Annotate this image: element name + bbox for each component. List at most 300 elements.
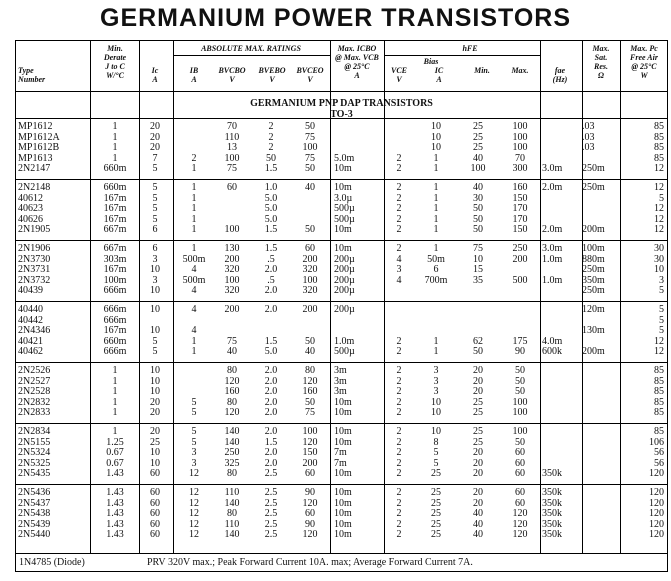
table-cell: 2 xyxy=(396,396,402,408)
table-cell: 2 xyxy=(396,346,402,358)
table-cell: 500m xyxy=(182,253,206,265)
table-cell: 2 xyxy=(396,508,402,520)
table-cell: 2 xyxy=(191,152,197,164)
table-cell: 5.0m xyxy=(334,152,355,164)
header-pc-l4: W xyxy=(640,71,648,80)
table-cell: 110 xyxy=(224,487,240,498)
table-cell: 2 xyxy=(396,203,402,215)
table-cell: 1 xyxy=(433,213,439,225)
table-cell: 10 xyxy=(150,457,160,469)
table-cell: 30 xyxy=(654,243,664,254)
table-cell: 200µ xyxy=(334,304,355,315)
table-cell: 1.5 xyxy=(264,243,278,254)
header-ic xyxy=(140,66,170,84)
table-cell: 10m xyxy=(334,396,352,408)
table-cell: 200µ xyxy=(334,285,355,297)
table-cell: 70 xyxy=(227,121,237,132)
table-cell: 500m xyxy=(182,274,206,286)
table-cell: 1 xyxy=(191,335,197,347)
table-cell: 1.43 xyxy=(106,508,124,520)
table-cell: 500µ xyxy=(334,213,355,225)
table-cell: 350k xyxy=(542,529,562,541)
table-cell: 140 xyxy=(224,426,240,437)
table-cell: 350k xyxy=(542,508,562,520)
column-divider xyxy=(620,40,621,553)
table-cell: 4.0m xyxy=(542,335,563,347)
table-cell: 1.43 xyxy=(106,468,124,480)
table-cell: 60 xyxy=(515,447,525,459)
table-cell: 85 xyxy=(654,152,664,164)
table-cell: 10 xyxy=(473,253,483,265)
table-cell: 2.0 xyxy=(264,396,278,408)
part-number: MP1612 xyxy=(18,121,53,132)
table-cell: 100 xyxy=(512,426,528,437)
table-cell: 13 xyxy=(227,142,237,154)
table-cell: 10 xyxy=(150,304,160,315)
table-cell: 5 xyxy=(659,325,664,337)
table-cell: 1 xyxy=(112,396,118,408)
table-cell: 80 xyxy=(227,365,237,376)
table-cell: 100 xyxy=(512,121,528,132)
table-cell: 10 xyxy=(431,142,441,154)
table-cell: 10m xyxy=(334,487,352,498)
table-cell: 2 xyxy=(268,131,274,143)
table-cell: 56 xyxy=(654,447,664,459)
table-cell: 20 xyxy=(473,375,483,387)
table-cell: 880m xyxy=(582,253,605,265)
table-cell: 10m xyxy=(334,182,352,193)
header-ic-bias-label: IC xyxy=(434,66,444,75)
table-cell: 4 xyxy=(191,264,197,276)
table-cell: 40 xyxy=(473,529,483,541)
header-fae xyxy=(540,66,580,84)
table-cell: 2.0 xyxy=(264,447,278,459)
table-cell: 200 xyxy=(302,304,318,315)
table-cell: 25 xyxy=(473,396,483,408)
table-cell: 60 xyxy=(515,487,525,498)
group-divider xyxy=(15,301,668,302)
table-cell: 2.0m xyxy=(542,182,563,193)
table-cell: 100 xyxy=(512,131,528,143)
table-cell: 40 xyxy=(473,518,483,530)
table-cell: 350k xyxy=(542,518,562,530)
table-cell: 60 xyxy=(150,518,160,530)
header-icbo-l2: @ Max. VCB xyxy=(335,53,379,62)
header-vce-unit: V xyxy=(396,75,402,84)
table-cell: 200 xyxy=(302,457,318,469)
table-cell: 12 xyxy=(654,335,664,347)
table-cell: 1 xyxy=(191,203,197,215)
table-cell: 100 xyxy=(224,274,240,286)
part-number: 2N2834 xyxy=(18,426,51,437)
table-cell: 1.0m xyxy=(334,335,355,347)
table-cell: 10 xyxy=(431,131,441,143)
page-title: GERMANIUM POWER TRANSISTORS xyxy=(100,4,571,32)
table-cell: 200m xyxy=(582,346,605,358)
table-cell: 3m xyxy=(334,386,347,398)
table-cell: 0.67 xyxy=(106,457,124,469)
table-cell: 150 xyxy=(302,447,318,459)
header-ib-label: IB xyxy=(189,66,199,75)
table-cell: 60 xyxy=(150,468,160,480)
part-number: 2N1905 xyxy=(18,224,51,236)
header-sat: Max. Sat. Res. Ω xyxy=(592,44,610,80)
part-number: 2N4346 xyxy=(18,325,51,337)
table-cell: 250m xyxy=(582,163,605,175)
part-number: 2N5438 xyxy=(18,508,51,520)
table-cell: 60 xyxy=(515,497,525,509)
group-divider xyxy=(15,362,668,363)
table-cell: 100m xyxy=(582,243,605,254)
table-cell: 350k xyxy=(542,468,562,480)
table-cell: 3m xyxy=(334,375,347,387)
header-ic-unit: A xyxy=(152,75,158,84)
table-cell: 5 xyxy=(152,335,158,347)
part-number: 2N5436 xyxy=(18,487,51,498)
table-cell: 170 xyxy=(512,203,528,215)
part-number: 40440 xyxy=(18,304,43,315)
table-cell: 50 xyxy=(305,224,315,236)
table-cell: 2 xyxy=(396,365,402,376)
table-cell: 2.5 xyxy=(264,508,278,520)
table-cell: 50 xyxy=(473,224,483,236)
header-pc-l3: @ 25°C xyxy=(631,62,657,71)
table-cell: 20 xyxy=(473,487,483,498)
table-cell: 666m xyxy=(103,314,127,326)
header-ib xyxy=(176,66,212,84)
table-cell: 250 xyxy=(512,243,528,254)
table-cell: 1 xyxy=(433,203,439,215)
table-cell: 320 xyxy=(302,264,318,276)
table-cell: 150 xyxy=(512,224,528,236)
table-cell: 10m xyxy=(334,529,352,541)
table-cell: 3 xyxy=(659,274,664,286)
table-cell: 25 xyxy=(473,436,483,448)
table-cell: 106 xyxy=(649,436,664,448)
table-cell: 20 xyxy=(473,497,483,509)
table-cell: 100m xyxy=(103,274,127,286)
column-divider xyxy=(173,40,174,553)
header-fae-label: fae xyxy=(554,66,566,75)
table-cell: 8 xyxy=(433,436,439,448)
table-cell: 25 xyxy=(431,529,441,541)
section-package: TO-3 xyxy=(330,109,353,120)
table-cell: 2 xyxy=(396,529,402,541)
table-cell: 200µ xyxy=(334,274,355,286)
table-cell: 2.5 xyxy=(264,529,278,541)
table-cell: 50 xyxy=(305,335,315,347)
table-cell: 3 xyxy=(433,365,439,376)
header-fae-unit: (Hz) xyxy=(552,75,568,84)
table-cell: 85 xyxy=(654,407,664,419)
table-cell: 110 xyxy=(224,518,240,530)
table-cell: 120 xyxy=(649,497,664,509)
table-cell: 60 xyxy=(515,468,525,480)
table-cell: 50 xyxy=(305,396,315,408)
table-cell: 85 xyxy=(654,386,664,398)
table-cell: 10 xyxy=(150,447,160,459)
footer-row xyxy=(15,553,668,572)
table-cell: 20 xyxy=(150,121,160,132)
table-cell: 60 xyxy=(150,529,160,541)
table-cell: 2 xyxy=(396,213,402,225)
table-cell: 2 xyxy=(396,426,402,437)
table-cell: 80 xyxy=(227,508,237,520)
table-cell: 25 xyxy=(431,508,441,520)
table-cell: 0.67 xyxy=(106,447,124,459)
table-cell: 175 xyxy=(512,335,528,347)
table-cell: 10m xyxy=(334,436,352,448)
table-cell: 20 xyxy=(150,407,160,419)
table-cell: 50 xyxy=(515,436,525,448)
table-cell: 120 xyxy=(512,529,528,541)
table-cell: 3.0µ xyxy=(334,192,353,204)
table-cell: 1 xyxy=(112,142,118,154)
footer-note: PRV 320V max.; Peak Forward Current 10A. max; Average Forward Current 7A. xyxy=(147,557,473,568)
header-bvceo xyxy=(290,66,330,84)
table-cell: 250m xyxy=(582,182,605,193)
table-cell: 5 xyxy=(152,163,158,175)
table-cell: .5 xyxy=(267,274,275,286)
table-cell: 120 xyxy=(512,508,528,520)
part-number: 40442 xyxy=(18,314,43,326)
table-cell: 40 xyxy=(473,508,483,520)
table-cell: 1.5 xyxy=(264,436,278,448)
table-cell: 1 xyxy=(433,152,439,164)
table-cell: 50 xyxy=(515,375,525,387)
header-icbo-l3: @ 25°C xyxy=(344,62,370,71)
table-cell: 12 xyxy=(654,182,664,193)
header-pc-l1: Max. Pc xyxy=(630,44,658,53)
header-min: Min. xyxy=(474,66,490,75)
table-cell: 100 xyxy=(224,224,240,236)
table-cell: 90 xyxy=(515,346,525,358)
table-cell: 10 xyxy=(431,426,441,437)
column-divider xyxy=(384,40,385,553)
table-cell: 130m xyxy=(582,325,605,337)
table-cell: 50 xyxy=(473,203,483,215)
table-cell: 1 xyxy=(191,346,197,358)
part-number: 2N2832 xyxy=(18,396,51,408)
table-cell: 30 xyxy=(654,253,664,265)
table-cell: 90 xyxy=(305,518,315,530)
table-cell: 200µ xyxy=(334,264,355,276)
table-cell: 600k xyxy=(542,346,562,358)
table-cell: 2.0 xyxy=(264,304,278,315)
table-cell: 2.0m xyxy=(542,224,563,236)
part-number: 40462 xyxy=(18,346,43,358)
table-cell: 100 xyxy=(302,426,318,437)
table-cell: 2.0 xyxy=(264,375,278,387)
table-cell: 12 xyxy=(654,224,664,236)
table-cell: 10m xyxy=(334,508,352,520)
table-cell: 1.43 xyxy=(106,497,124,509)
table-cell: 60 xyxy=(150,487,160,498)
table-cell: 2 xyxy=(396,487,402,498)
table-cell: 350k xyxy=(542,497,562,509)
table-cell: 80 xyxy=(227,396,237,408)
part-number: 40439 xyxy=(18,285,43,297)
header-ic-label: Ic xyxy=(151,66,159,75)
table-cell: .03 xyxy=(582,131,595,143)
table-cell: 5 xyxy=(659,304,664,315)
header-abs-group: ABSOLUTE MAX. RATINGS xyxy=(201,44,301,53)
table-cell: .03 xyxy=(582,142,595,154)
table-cell: 500µ xyxy=(334,346,355,358)
table-cell: 200 xyxy=(224,304,240,315)
bias-header-divider xyxy=(384,55,540,56)
table-cell: 660m xyxy=(103,182,127,193)
header-vce-label: VCE xyxy=(390,66,407,75)
table-cell: 60 xyxy=(305,243,315,254)
part-number: 2N2833 xyxy=(18,407,51,419)
table-cell: 250m xyxy=(582,285,605,297)
table-cell: 100 xyxy=(512,142,528,154)
table-cell: 1 xyxy=(191,163,197,175)
table-cell: 3 xyxy=(433,375,439,387)
table-cell: 10 xyxy=(150,264,160,276)
table-cell: 50 xyxy=(473,346,483,358)
table-cell: 120 xyxy=(302,436,318,448)
table-cell: 50 xyxy=(305,163,315,175)
table-cell: 2.0 xyxy=(264,407,278,419)
table-cell: 85 xyxy=(654,426,664,437)
table-cell: 700m xyxy=(424,274,448,286)
table-cell: 40 xyxy=(473,182,483,193)
table-cell: 167m xyxy=(103,203,127,215)
part-number: 2N3731 xyxy=(18,264,51,276)
table-cell: .03 xyxy=(582,121,595,132)
header-max: Max. xyxy=(511,66,529,75)
table-cell: 1.43 xyxy=(106,529,124,541)
part-number: 2N5155 xyxy=(18,436,51,448)
table-cell: 1 xyxy=(112,407,118,419)
table-cell: 120 xyxy=(302,497,318,509)
table-cell: 1.5 xyxy=(264,224,278,236)
table-cell: 85 xyxy=(654,375,664,387)
table-cell: 1.25 xyxy=(106,436,124,448)
part-number: 2N5437 xyxy=(18,497,51,509)
table-cell: 4 xyxy=(191,304,197,315)
part-number: 2N2147 xyxy=(18,163,51,175)
table-cell: 120 xyxy=(302,375,318,387)
header-derate: Min. Derate J to C W/°C xyxy=(103,44,127,80)
table-cell: 85 xyxy=(654,131,664,143)
table-cell: 1.5 xyxy=(264,335,278,347)
table-cell: 20 xyxy=(150,426,160,437)
table-cell: 3 xyxy=(152,253,158,265)
table-cell: 75 xyxy=(305,407,315,419)
table-cell: 80 xyxy=(305,365,315,376)
table-cell: 12 xyxy=(189,468,199,480)
table-cell: 250 xyxy=(224,447,240,459)
table-cell: 160 xyxy=(224,386,240,398)
table-cell: 12 xyxy=(654,203,664,215)
table-cell: 5 xyxy=(191,436,197,448)
table-cell: 130 xyxy=(224,243,240,254)
table-cell: 1 xyxy=(112,426,118,437)
table-cell: 2 xyxy=(396,182,402,193)
table-cell: 20 xyxy=(473,386,483,398)
table-cell: 1 xyxy=(433,224,439,236)
table-cell: 1 xyxy=(191,224,197,236)
table-cell: 20 xyxy=(150,142,160,154)
table-cell: 7m xyxy=(334,457,347,469)
table-cell: 12 xyxy=(189,508,199,520)
table-cell: 35 xyxy=(473,274,483,286)
table-cell: 60 xyxy=(515,457,525,469)
table-cell: 2 xyxy=(396,375,402,387)
table-cell: 10 xyxy=(150,386,160,398)
table-cell: 10 xyxy=(431,396,441,408)
table-cell: 70 xyxy=(515,152,525,164)
table-cell: 90 xyxy=(305,487,315,498)
table-cell: 2 xyxy=(268,121,274,132)
part-number: 2N3732 xyxy=(18,274,51,286)
header-ib-unit: A xyxy=(191,75,197,84)
table-cell: 5 xyxy=(433,447,439,459)
table-cell: 1 xyxy=(112,365,118,376)
table-cell: 10m xyxy=(334,518,352,530)
table-cell: 25 xyxy=(473,131,483,143)
table-cell: 120 xyxy=(224,375,240,387)
table-cell: 15 xyxy=(473,264,483,276)
table-cell: 1.0m xyxy=(542,274,563,286)
table-cell: 2 xyxy=(396,436,402,448)
table-cell: 10m xyxy=(334,497,352,509)
table-cell: 75 xyxy=(305,131,315,143)
table-cell: 12 xyxy=(654,213,664,225)
table-cell: 40 xyxy=(473,152,483,164)
table-cell: 12 xyxy=(189,518,199,530)
table-cell: 2.0 xyxy=(264,386,278,398)
part-number: 2N2527 xyxy=(18,375,51,387)
table-cell: 120 xyxy=(649,487,664,498)
table-cell: 200 xyxy=(302,253,318,265)
part-number: 2N3730 xyxy=(18,253,51,265)
table-cell: 2 xyxy=(396,447,402,459)
table-cell: 100 xyxy=(224,152,240,164)
table-cell: 10 xyxy=(150,285,160,297)
header-ic-bias xyxy=(424,66,454,84)
header-vce xyxy=(386,66,412,84)
header-bias: Bias xyxy=(423,57,439,66)
part-number: 40623 xyxy=(18,203,43,215)
header-bvebo xyxy=(252,66,292,84)
table-cell: 2 xyxy=(396,224,402,236)
table-cell: 1 xyxy=(433,182,439,193)
table-cell: 50 xyxy=(515,365,525,376)
table-cell: 1.0m xyxy=(542,253,563,265)
table-cell: 2.0 xyxy=(264,457,278,469)
table-cell: 75 xyxy=(227,163,237,175)
table-cell: 25 xyxy=(431,468,441,480)
table-cell: 60 xyxy=(150,497,160,509)
header-bvceo-label: BVCEO xyxy=(296,66,324,75)
table-cell: 60 xyxy=(305,468,315,480)
table-cell: 2.5 xyxy=(264,497,278,509)
header-hfe: hFE xyxy=(462,44,478,53)
table-cell: 350k xyxy=(542,487,562,498)
table-cell: 6 xyxy=(152,224,158,236)
table-cell: 20 xyxy=(473,457,483,469)
table-cell: 2.5 xyxy=(264,518,278,530)
table-cell: 667m xyxy=(103,243,127,254)
column-divider xyxy=(90,40,91,553)
table-cell: 10m xyxy=(334,407,352,419)
table-cell: 10 xyxy=(431,121,441,132)
table-cell: 56 xyxy=(654,457,664,469)
